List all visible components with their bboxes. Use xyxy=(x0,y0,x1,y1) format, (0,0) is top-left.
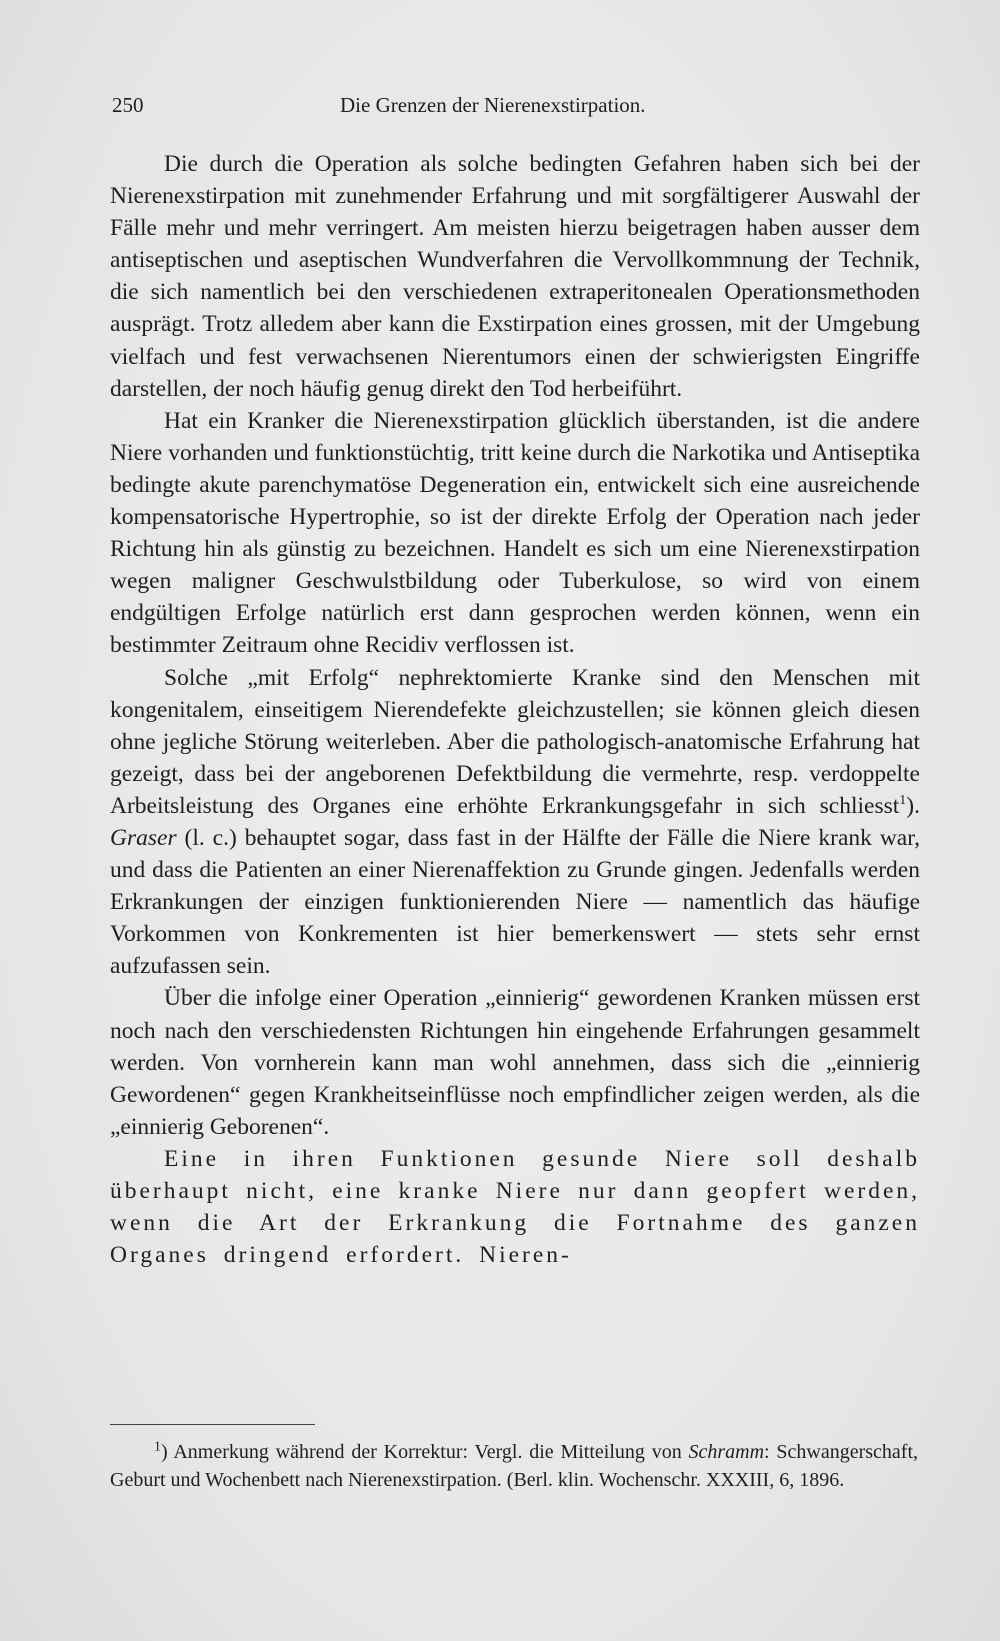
footnote-divider xyxy=(110,1424,315,1425)
page-header xyxy=(112,93,702,123)
footnote-text-b: : Schwangerschaft, Geburt und Wochenbett nach Nierenexstirpation. (Berl. klin. Wochenschr. XXXIII, 6, 1896. xyxy=(110,1441,919,1491)
paragraph-1: Die durch die Operation als solche bedingten Gefahren haben sich bei der Nierenexstirpation mit zunehmender Erfahrung und mit sorgfältigerer Auswahl der Fälle mehr und mehr verringert. Am meisten hierzu beigetragen haben ausser dem antiseptischen und aseptischen Wundverfahren die Vervollkommnung der Technik, die sich namentlich bei den verschiedenen extraperitonealen Operationsmethoden ausprägt. Trotz alledem aber kann die Exstirpation eines grossen, mit der Umgebung vielfach und fest verwachsenen Nierentumors einen der schwierigsten Eingriffe darstellen, der noch häufig genug direkt den Tod herbeiführt. xyxy=(110,151,920,402)
paragraph-3-text-b: ). xyxy=(906,792,920,819)
body-text xyxy=(110,148,920,1271)
paragraph-2: Hat ein Kranker die Nierenexstirpation glücklich überstanden, ist die andere Niere vorhanden und funktionstüchtig, tritt keine durch die Narkotika und Antiseptika bedingte akute parenchymatöse Degeneration ein, entwickelt sich eine ausreichende kompensatorische Hypertrophie, so ist der direkte Erfolg der Operation nach jeder Richtung hin als günstig zu bezeichnen. Handelt es sich um eine Nierenexstirpation wegen maligner Geschwulstbildung oder Tuberkulose, so wird von einem endgültigen Erfolge natürlich erst dann gesprochen werden können, wenn ein bestimmter Zeitraum ohne Recidiv verflossen ist. xyxy=(110,407,920,659)
running-title: Die Grenzen der Nierenexstirpation. xyxy=(340,93,646,117)
page-number: 250 xyxy=(112,93,144,117)
footnote-reference: 1 xyxy=(899,793,907,809)
paragraph-4: Über die infolge einer Operation „einnierig“ gewordenen Kranken müssen erst noch nach den verschiedensten Richtungen hin eingehende Erfahrungen gesammelt werden. Von vornherein kann man wohl annehmen, dass sich die „einnierig Gewordenen“ gegen Krankheitseinflüsse noch empfindlicher zeigen werden, als die „einnierig Geborenen“. xyxy=(110,985,920,1140)
paragraph-3-text-a: Solche „mit Erfolg“ nephrektomierte Kranke sind den Menschen mit kongenitalem, einseitigem Nierendefekte gleichzustellen; sie können gleich diesen ohne jegliche Störung weiterleben. Aber die pathologisch-anatomische Erfahrung hat gezeigt, dass bei der angeborenen Defektbildung die vermehrte, resp. verdoppelte Arbeitsleistung des Organes eine erhöhte Erkrankungsgefahr in sich schliesst xyxy=(110,664,920,819)
author-graser: Graser xyxy=(110,824,177,851)
paragraph-5-emphasized: Eine in ihren Funktionen gesunde Niere soll deshalb überhaupt nicht, eine kranke Niere nur dann geopfert werden, wenn die Art der Erkrankung die Fortnahme des ganzen Organes dringend erfordert. Nieren- xyxy=(110,1145,920,1269)
paragraph-3 xyxy=(110,662,920,983)
footnote-text-a: ) Anmerkung während der Korrektur: Vergl. die Mitteilung von xyxy=(161,1441,682,1463)
paragraph-3-text-c: (l. c.) behauptet sogar, dass fast in der Hälfte der Fälle die Niere krank war, und dass die Patienten an einer Nierenaffektion zu Grunde gingen. Jedenfalls werden Erkrankungen der einzigen funktionierenden Niere — namentlich das häufige Vorkommen von Konkrementen ist hier bemerkenswert — stets sehr ernst aufzufassen sein. xyxy=(110,824,921,980)
author-schramm: Schramm xyxy=(688,1441,765,1463)
footnote xyxy=(110,1438,918,1494)
footnote-marker: 1 xyxy=(154,1439,161,1455)
